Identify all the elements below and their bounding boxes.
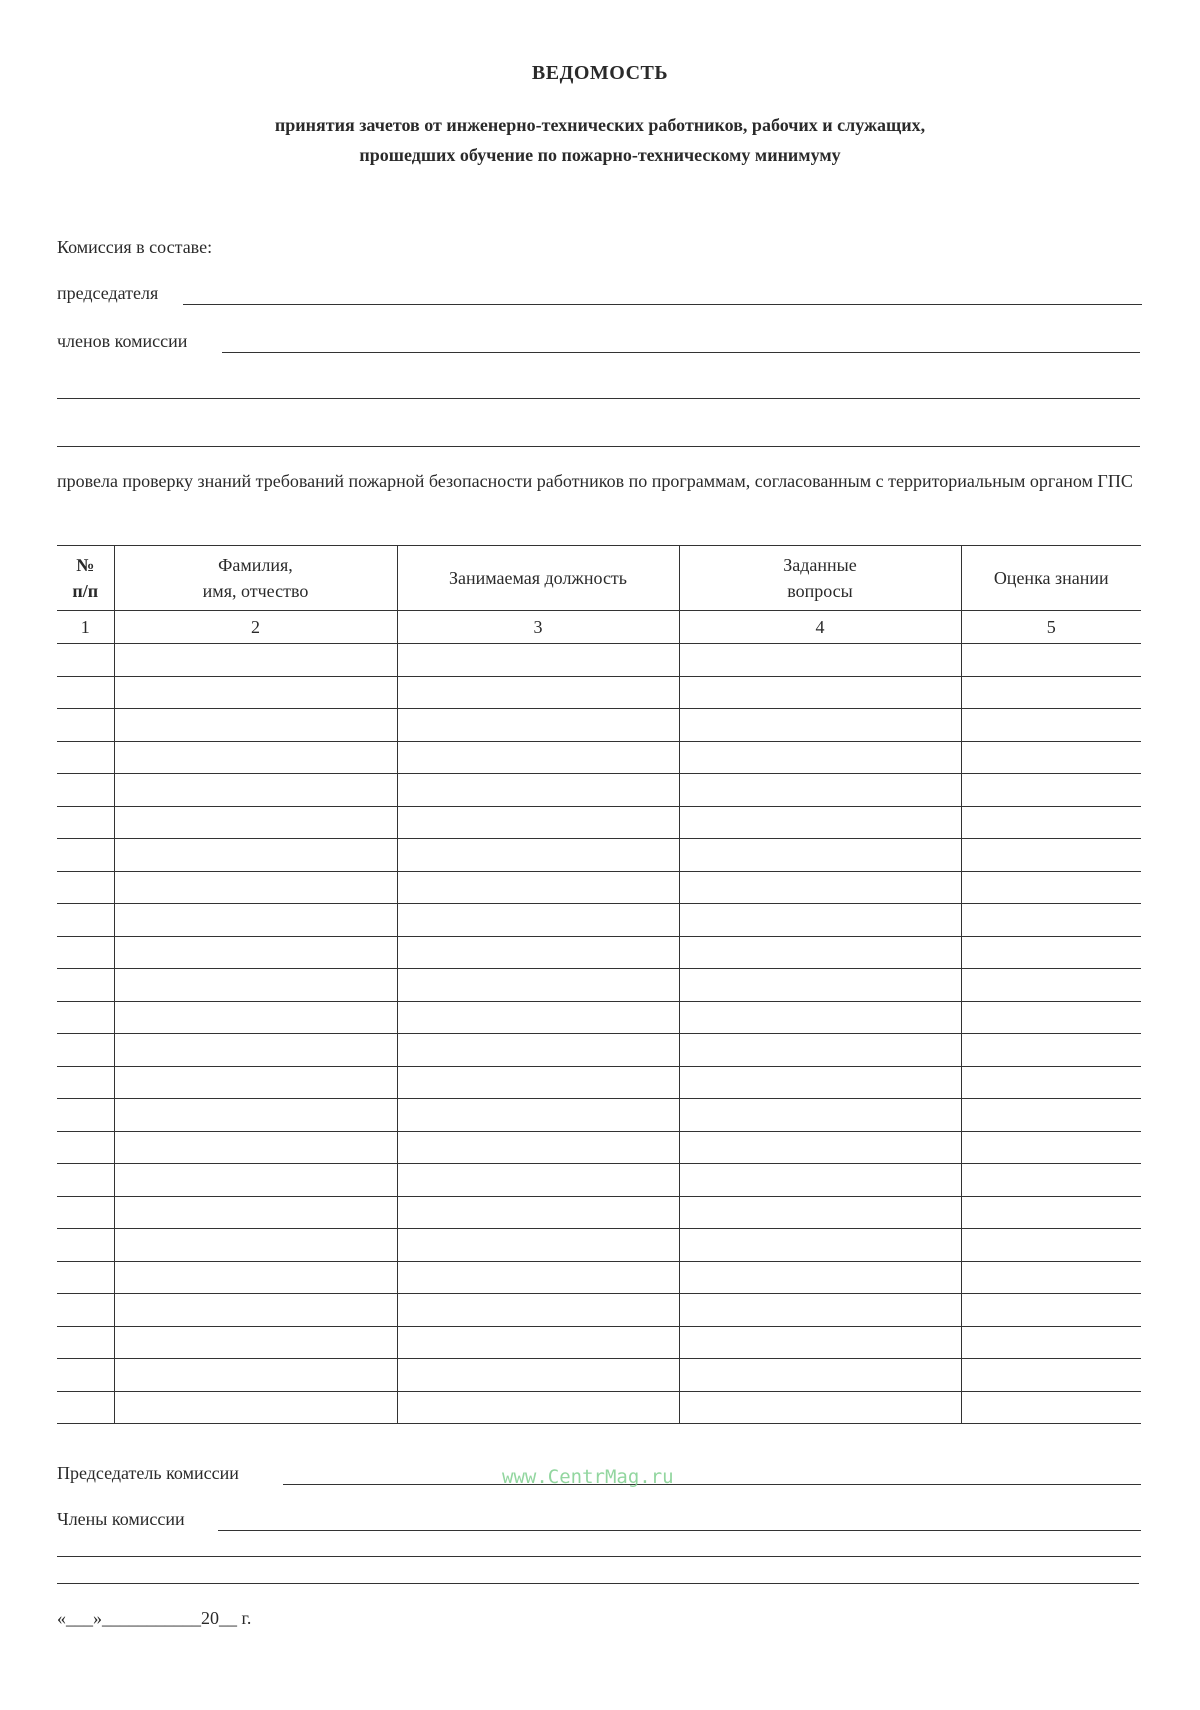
table-cell[interactable] <box>57 806 114 839</box>
table-cell[interactable] <box>679 676 961 709</box>
table-cell[interactable] <box>57 1359 114 1392</box>
table-cell[interactable] <box>57 936 114 969</box>
table-cell[interactable] <box>679 1261 961 1294</box>
table-cell[interactable] <box>397 1326 679 1359</box>
table-cell[interactable] <box>679 936 961 969</box>
table-cell[interactable] <box>397 1261 679 1294</box>
table-cell[interactable] <box>397 936 679 969</box>
table-row <box>57 1391 1141 1424</box>
table-cell[interactable] <box>679 644 961 677</box>
table-cell[interactable] <box>397 1359 679 1392</box>
table-cell[interactable] <box>114 644 397 677</box>
table-cell[interactable] <box>57 741 114 774</box>
table-cell[interactable] <box>961 969 1141 1002</box>
table-row <box>57 806 1141 839</box>
table-cell[interactable] <box>57 709 114 742</box>
table-cell[interactable] <box>679 1164 961 1197</box>
chairman-label: председателя <box>57 283 159 303</box>
table-cell[interactable] <box>961 1261 1141 1294</box>
table-cell[interactable] <box>57 904 114 937</box>
signature-members-line-3[interactable] <box>57 1583 1139 1584</box>
table-cell[interactable] <box>114 1229 397 1262</box>
table-cell[interactable] <box>961 806 1141 839</box>
table-row <box>57 839 1141 872</box>
table-cell[interactable] <box>114 1326 397 1359</box>
commission-heading: Комиссия в составе: <box>57 237 213 257</box>
table-cell[interactable] <box>679 774 961 807</box>
table-cell[interactable] <box>114 676 397 709</box>
table-cell[interactable] <box>961 1001 1141 1034</box>
table-cell[interactable] <box>57 1001 114 1034</box>
table-cell[interactable] <box>397 904 679 937</box>
table-cell[interactable] <box>679 1034 961 1067</box>
table-cell[interactable] <box>114 1131 397 1164</box>
column-number-4: 4 <box>679 611 961 644</box>
header-grade <box>961 546 1141 611</box>
table-row <box>57 936 1141 969</box>
header-questions-line-2: вопросы <box>787 581 853 601</box>
table-body <box>57 644 1141 1424</box>
header-position-line-1: Занимаемая должность <box>448 568 628 588</box>
table-cell[interactable] <box>679 709 961 742</box>
table-cell[interactable] <box>114 806 397 839</box>
table-row <box>57 1034 1141 1067</box>
table-row <box>57 676 1141 709</box>
table-cell[interactable] <box>57 1164 114 1197</box>
table-cell[interactable] <box>679 904 961 937</box>
date-line[interactable]: «___»___________20__ г. <box>57 1608 252 1628</box>
table-cell[interactable] <box>961 741 1141 774</box>
header-grade-line-1: Оценка знании <box>993 568 1109 588</box>
header-full-name-line-1: Фамилия, <box>218 555 293 575</box>
table-cell[interactable] <box>397 644 679 677</box>
table-cell[interactable] <box>961 1099 1141 1132</box>
table-cell[interactable] <box>57 1131 114 1164</box>
table-cell[interactable] <box>397 741 679 774</box>
table-cell[interactable] <box>114 871 397 904</box>
column-number-row <box>57 611 1141 644</box>
table-cell[interactable] <box>679 806 961 839</box>
table-row <box>57 1164 1141 1197</box>
table-cell[interactable] <box>679 1326 961 1359</box>
table-cell[interactable] <box>679 1066 961 1099</box>
table-cell[interactable] <box>397 1066 679 1099</box>
table-cell[interactable] <box>679 741 961 774</box>
table-cell[interactable] <box>961 1034 1141 1067</box>
table-cell[interactable] <box>57 1196 114 1229</box>
table-row <box>57 1294 1141 1327</box>
signature-members-line-1[interactable] <box>218 1530 1141 1531</box>
members-label: членов комиссии <box>57 331 188 351</box>
members-line-3[interactable] <box>57 446 1140 447</box>
table-cell[interactable] <box>57 1261 114 1294</box>
members-line-1[interactable] <box>222 352 1140 353</box>
table-cell[interactable] <box>961 1391 1141 1424</box>
document-subtitle <box>150 110 1050 170</box>
table-cell[interactable] <box>679 1099 961 1132</box>
table-cell[interactable] <box>57 969 114 1002</box>
signature-members-label: Члены комиссии <box>57 1509 185 1529</box>
table-cell[interactable] <box>114 1391 397 1424</box>
column-number-5: 5 <box>961 611 1141 644</box>
table-cell[interactable] <box>114 1359 397 1392</box>
table-cell[interactable] <box>114 904 397 937</box>
table-cell[interactable] <box>114 1034 397 1067</box>
table-cell[interactable] <box>961 644 1141 677</box>
header-number-line-1: № <box>76 555 95 575</box>
table-cell[interactable] <box>397 774 679 807</box>
table-row <box>57 1066 1141 1099</box>
table-cell[interactable] <box>57 871 114 904</box>
table-cell[interactable] <box>57 1066 114 1099</box>
table-row <box>57 709 1141 742</box>
header-number <box>57 546 114 611</box>
table-cell[interactable] <box>114 1066 397 1099</box>
watermark-text: www.CentrMag.ru <box>502 1466 674 1488</box>
chairman-line[interactable] <box>183 304 1142 305</box>
table-cell[interactable] <box>397 1131 679 1164</box>
table-row <box>57 1359 1141 1392</box>
table-cell[interactable] <box>397 871 679 904</box>
table-cell[interactable] <box>114 1099 397 1132</box>
results-table <box>57 545 1141 1424</box>
table-cell[interactable] <box>397 1229 679 1262</box>
table-cell[interactable] <box>57 774 114 807</box>
table-cell[interactable] <box>961 936 1141 969</box>
header-number-line-2: п/п <box>72 581 99 601</box>
table-cell[interactable] <box>114 741 397 774</box>
column-number-2: 2 <box>114 611 397 644</box>
table-cell[interactable] <box>57 676 114 709</box>
table-cell[interactable] <box>961 1164 1141 1197</box>
table-cell[interactable] <box>397 1294 679 1327</box>
table-row <box>57 1196 1141 1229</box>
table-cell[interactable] <box>679 1196 961 1229</box>
table-cell[interactable] <box>397 709 679 742</box>
members-line-2[interactable] <box>57 398 1140 399</box>
signature-chairman-line[interactable] <box>283 1484 1141 1485</box>
table-cell[interactable] <box>57 1294 114 1327</box>
table-cell[interactable] <box>679 1294 961 1327</box>
signature-members-line-2[interactable] <box>57 1556 1141 1557</box>
table-cell[interactable] <box>397 1001 679 1034</box>
subtitle-line-2: прошедших обучение по пожарно-техническому минимуму <box>359 145 841 165</box>
table-row <box>57 774 1141 807</box>
table-cell[interactable] <box>397 1099 679 1132</box>
table-cell[interactable] <box>114 1164 397 1197</box>
table-cell[interactable] <box>961 676 1141 709</box>
table-row <box>57 1229 1141 1262</box>
table-cell[interactable] <box>397 1196 679 1229</box>
table-cell[interactable] <box>114 1261 397 1294</box>
table-row <box>57 1001 1141 1034</box>
table-row <box>57 1261 1141 1294</box>
table-cell[interactable] <box>961 1229 1141 1262</box>
header-questions-line-1: Заданные <box>783 555 857 575</box>
header-full-name <box>114 546 397 611</box>
table-cell[interactable] <box>679 871 961 904</box>
table-row <box>57 904 1141 937</box>
table-row <box>57 871 1141 904</box>
table-cell[interactable] <box>679 1229 961 1262</box>
table-cell[interactable] <box>679 1391 961 1424</box>
intro-text: провела проверку знаний требований пожарной безопасности работников по программам, согласованным с территориальным органом ГПС <box>57 471 1133 491</box>
table-cell[interactable] <box>114 839 397 872</box>
table-cell[interactable] <box>961 1359 1141 1392</box>
table-cell[interactable] <box>397 1034 679 1067</box>
table-cell[interactable] <box>57 1229 114 1262</box>
table-cell[interactable] <box>679 969 961 1002</box>
table-cell[interactable] <box>57 1326 114 1359</box>
table-cell[interactable] <box>114 969 397 1002</box>
table-cell[interactable] <box>397 969 679 1002</box>
table-cell[interactable] <box>961 1196 1141 1229</box>
table-cell[interactable] <box>961 1326 1141 1359</box>
table-cell[interactable] <box>57 839 114 872</box>
table-cell[interactable] <box>114 1001 397 1034</box>
table-cell[interactable] <box>961 1131 1141 1164</box>
table-cell[interactable] <box>114 936 397 969</box>
header-position <box>397 546 679 611</box>
table-cell[interactable] <box>114 1196 397 1229</box>
table-cell[interactable] <box>679 1359 961 1392</box>
subtitle-line-1: принятия зачетов от инженерно-технических работников, рабочих и служащих, <box>274 115 926 135</box>
table-row <box>57 644 1141 677</box>
table-cell[interactable] <box>679 839 961 872</box>
header-row <box>57 546 1141 611</box>
table-cell[interactable] <box>397 676 679 709</box>
column-number-1: 1 <box>57 611 114 644</box>
table-cell[interactable] <box>961 871 1141 904</box>
table-row <box>57 969 1141 1002</box>
table-cell[interactable] <box>57 1391 114 1424</box>
table-row <box>57 1131 1141 1164</box>
signature-chairman-label: Председатель комиссии <box>57 1463 239 1483</box>
table-row <box>57 1099 1141 1132</box>
table-cell[interactable] <box>57 1099 114 1132</box>
table-cell[interactable] <box>679 1001 961 1034</box>
table-row <box>57 741 1141 774</box>
column-number-3: 3 <box>397 611 679 644</box>
table-cell[interactable] <box>961 1066 1141 1099</box>
table-cell[interactable] <box>679 1131 961 1164</box>
table-cell[interactable] <box>57 1034 114 1067</box>
table-cell[interactable] <box>961 839 1141 872</box>
header-questions <box>679 546 961 611</box>
table-cell[interactable] <box>961 1294 1141 1327</box>
table-cell[interactable] <box>397 806 679 839</box>
table-row <box>57 1326 1141 1359</box>
table-cell[interactable] <box>961 774 1141 807</box>
document-title: ВЕДОМОСТЬ <box>531 62 669 84</box>
table-cell[interactable] <box>397 1164 679 1197</box>
table-cell[interactable] <box>397 1391 679 1424</box>
table-cell[interactable] <box>961 709 1141 742</box>
table-cell[interactable] <box>397 839 679 872</box>
table-cell[interactable] <box>114 1294 397 1327</box>
table-cell[interactable] <box>57 644 114 677</box>
header-full-name-line-2: имя, отчество <box>202 581 309 601</box>
table-cell[interactable] <box>114 774 397 807</box>
table-cell[interactable] <box>961 904 1141 937</box>
table-cell[interactable] <box>114 709 397 742</box>
